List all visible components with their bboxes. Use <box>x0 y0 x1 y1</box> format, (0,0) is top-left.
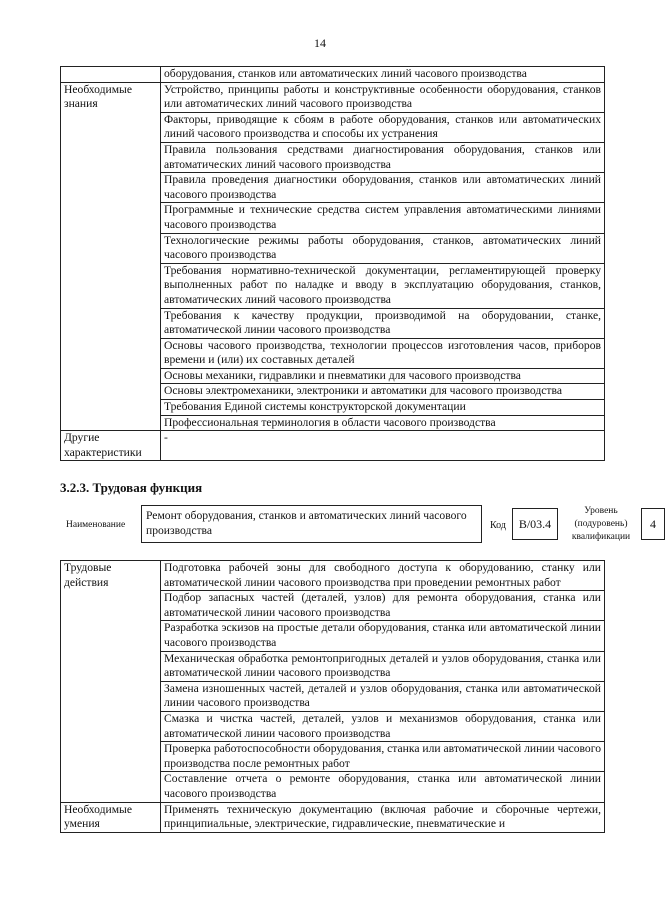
page-number: 14 <box>314 36 326 50</box>
table-cell-empty <box>61 67 161 83</box>
table-row <box>61 431 605 461</box>
knowledge-item: Основы часового производства, технологии процессов изготовления часов, приборов времени и (или) их составных деталей <box>161 338 605 368</box>
action-item: Составление отчета о ремонте оборудования, станка или автоматической линии часового производства <box>161 772 605 802</box>
knowledge-item: Технологические режимы работы оборудования, станков, автоматических линий часового производства <box>161 233 605 263</box>
knowledge-item: Требования нормативно-технической документации, регламентирующей проверку выполненных работ по наладке и вводу в эксплуатацию оборудования, станков, автоматических линий часового производства <box>161 263 605 308</box>
section-heading: 3.2.3. Трудовая функция <box>60 480 203 495</box>
table-row <box>61 82 605 112</box>
other-value: - <box>161 431 605 461</box>
name-label: Наименование <box>66 520 126 530</box>
action-item: Разработка эскизов на простые детали оборудования, станка или автоматической линии часового производства <box>161 621 605 651</box>
name-value: Ремонт оборудования, станков и автоматических линий часового производства <box>141 505 482 543</box>
knowledge-item: Факторы, приводящие к сбоям в работе оборудования, станков или автоматических линий часового производства и способы их устранения <box>161 112 605 142</box>
skill-item: Применять техническую документацию (включая рабочие и сборочные чертежи, принципиальные, электрические, гидравлические, пневматические и <box>161 802 605 832</box>
other-label: Другие характеристики <box>61 431 161 461</box>
table-row <box>61 802 605 832</box>
knowledge-item: Требования Единой системы конструкторской документации <box>161 400 605 416</box>
knowledge-item: Правила проведения диагностики оборудования, станков или автоматических линий часового производства <box>161 173 605 203</box>
level-label: Уровень (подуровень) квалификации <box>571 506 631 542</box>
table-row <box>61 67 605 83</box>
action-item: Механическая обработка ремонтопригодных деталей и узлов оборудования, станка или автоматической линии часового производства <box>161 651 605 681</box>
actions-label: Трудовые действия <box>61 561 161 803</box>
knowledge-item: Основы механики, гидравлики и пневматики для часового производства <box>161 368 605 384</box>
code-value: B/03.4 <box>512 508 558 540</box>
knowledge-item: Программные и технические средства систем управления автоматическими линиями часового производства <box>161 203 605 233</box>
code-label: Код <box>490 520 506 531</box>
action-item: Подбор запасных частей (деталей, узлов) для ремонта оборудования, станка или автоматической линии часового производства <box>161 591 605 621</box>
table-row <box>61 561 605 591</box>
action-item: Смазка и чистка частей, деталей, узлов и механизмов оборудования, станка или автоматической линии часового производства <box>161 711 605 741</box>
knowledge-item: Основы электромеханики, электроники и автоматики для часового производства <box>161 384 605 400</box>
knowledge-item: Правила пользования средствами диагностирования оборудования, станков или автоматических линий часового производства <box>161 142 605 172</box>
labor-function-header <box>60 505 656 545</box>
knowledge-table <box>60 66 605 461</box>
level-value: 4 <box>641 508 665 540</box>
actions-table <box>60 560 605 833</box>
action-item: Подготовка рабочей зоны для свободного доступа к оборудованию, станку или автоматической линии часового производства при проведении ремонтных работ <box>161 561 605 591</box>
continuation-cell: оборудования, станков или автоматических линий часового производства <box>161 67 605 83</box>
knowledge-item: Требования к качеству продукции, производимой на оборудовании, станке, автоматической линии часового производства <box>161 308 605 338</box>
knowledge-label: Необходимые знания <box>61 82 161 431</box>
knowledge-item: Профессиональная терминология в области часового производства <box>161 415 605 431</box>
action-item: Замена изношенных частей, деталей и узлов оборудования, станка или автоматической линии часового производства <box>161 681 605 711</box>
knowledge-item: Устройство, принципы работы и конструктивные особенности оборудования, станков или автоматических линий часового производства <box>161 82 605 112</box>
skills-label: Необходимые умения <box>61 802 161 832</box>
action-item: Проверка работоспособности оборудования, станка или автоматической линии часового производства после ремонтных работ <box>161 742 605 772</box>
